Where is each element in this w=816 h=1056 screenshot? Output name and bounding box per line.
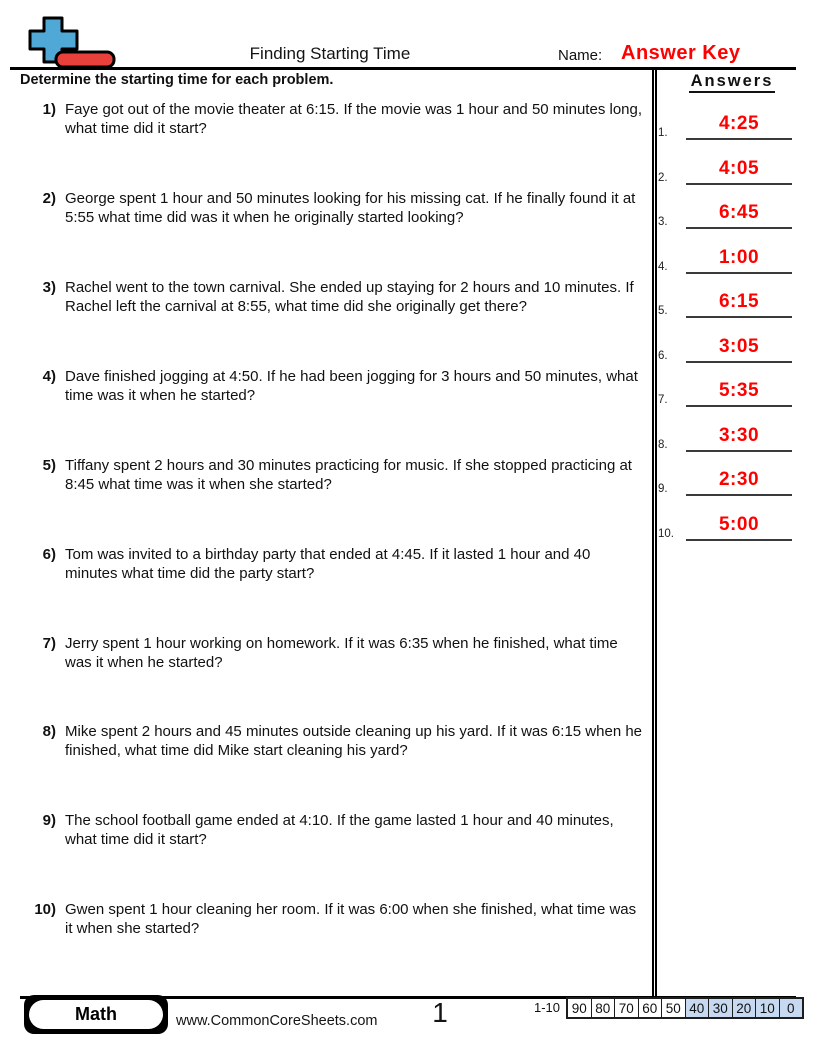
- answer-number: 3.: [658, 216, 668, 228]
- answer-blank-line: [686, 291, 792, 318]
- answer-number: 2.: [658, 172, 668, 184]
- answer-blank-line: [686, 380, 792, 407]
- question-10: [30, 900, 645, 938]
- question-6: [30, 545, 645, 583]
- answer-row-7: [656, 373, 806, 407]
- question-number: 9): [42, 812, 56, 829]
- question-text: Tom was invited to a birthday party that ended at 4:45. If it lasted 1 hour and 40 minutes what time did the party start?: [65, 546, 591, 582]
- answer-row-4: [656, 240, 806, 274]
- question-number: 10): [34, 901, 56, 918]
- answer-number: 10.: [658, 528, 674, 540]
- answer-row-10: [656, 507, 806, 541]
- question-text: Rachel went to the town carnival. She ended up staying for 2 hours and 10 minutes. If Rachel left the carnival at 8:55, what time did she originally get there?: [65, 279, 634, 315]
- score-cell: 50: [661, 999, 685, 1017]
- answer-row-1: [656, 106, 806, 140]
- answer-value: 4:05: [718, 158, 760, 179]
- question-2: [30, 189, 645, 227]
- answer-value: 4:25: [718, 113, 760, 134]
- question-text: Gwen spent 1 hour cleaning her room. If it was 6:00 when she finished, what time was it when she started?: [65, 901, 637, 937]
- question-number: 3): [42, 279, 56, 296]
- score-cell: 60: [638, 999, 662, 1017]
- question-text: Jerry spent 1 hour working on homework. If it was 6:35 when he finished, what time was it when he started?: [65, 635, 618, 671]
- question-text: Faye got out of the movie theater at 6:15. If the movie was 1 hour and 50 minutes long, what time did it start?: [65, 101, 643, 137]
- question-number: 7): [42, 635, 56, 652]
- answer-number: 7.: [658, 394, 668, 406]
- question-1: [30, 100, 645, 138]
- answer-number: 9.: [658, 483, 668, 495]
- score-cell: 70: [614, 999, 638, 1017]
- answer-blank-line: [686, 113, 792, 140]
- answer-blank-line: [686, 469, 792, 496]
- score-cell: 20: [732, 999, 756, 1017]
- question-number: 1): [42, 101, 56, 118]
- subject-badge: [24, 995, 168, 1034]
- answer-row-8: [656, 418, 806, 452]
- instruction-text: Determine the starting time for each problem.: [20, 72, 334, 88]
- score-cell: 10: [755, 999, 779, 1017]
- answer-number: 8.: [658, 439, 668, 451]
- website-url: www.CommonCoreSheets.com: [176, 1013, 378, 1029]
- question-text: Tiffany spent 2 hours and 30 minutes practicing for music. If she stopped practicing at 8:45 what time was it when she started?: [65, 457, 632, 493]
- page-number: 1: [432, 997, 448, 1028]
- question-number: 4): [42, 368, 56, 385]
- answer-number: 4.: [658, 261, 668, 273]
- answer-row-6: [656, 329, 806, 363]
- answer-value: 3:30: [718, 425, 760, 446]
- question-4: [30, 367, 645, 405]
- page-title: Finding Starting Time: [249, 44, 411, 63]
- answers-heading: Answers: [662, 72, 802, 91]
- plus-minus-logo-icon: [28, 16, 120, 72]
- question-text: George spent 1 hour and 50 minutes looking for his missing cat. If he finally found it at 5:55 what time did was it when he originally started looking?: [65, 190, 636, 226]
- answer-key-label: Answer Key: [621, 42, 741, 64]
- answer-number: 1.: [658, 127, 668, 139]
- question-number: 2): [42, 190, 56, 207]
- answer-row-2: [656, 151, 806, 185]
- question-text: The school football game ended at 4:10. If the game lasted 1 hour and 40 minutes, what time did it start?: [65, 812, 614, 848]
- question-text: Dave finished jogging at 4:50. If he had been jogging for 3 hours and 50 minutes, what time was it when he started?: [65, 368, 638, 404]
- question-text: Mike spent 2 hours and 45 minutes outside cleaning up his yard. If it was 6:15 when he finished, what time did Mike start cleaning his yard?: [65, 723, 643, 759]
- answer-value: 2:30: [718, 469, 760, 490]
- answer-row-3: [656, 195, 806, 229]
- question-number: 8): [42, 723, 56, 740]
- question-number: 6): [42, 546, 56, 563]
- header-rule: [10, 67, 796, 70]
- answer-blank-line: [686, 514, 792, 541]
- answer-value: 6:45: [718, 202, 760, 223]
- score-range-label: 1-10: [533, 1000, 560, 1015]
- score-cell: 0: [779, 999, 803, 1017]
- answer-number: 6.: [658, 350, 668, 362]
- answer-blank-line: [686, 425, 792, 452]
- answer-blank-line: [686, 158, 792, 185]
- answer-value: 5:00: [718, 514, 760, 535]
- question-5: [30, 456, 645, 494]
- question-8: [30, 722, 645, 760]
- answer-value: 5:35: [718, 380, 760, 401]
- answer-value: 3:05: [718, 336, 760, 357]
- question-3: [30, 278, 645, 316]
- subject-badge-label: Math: [29, 1000, 163, 1029]
- question-number: 5): [42, 457, 56, 474]
- question-9: [30, 811, 645, 849]
- answer-value: 1:00: [718, 247, 760, 268]
- answer-row-9: [656, 462, 806, 496]
- answer-blank-line: [686, 202, 792, 229]
- score-cell: 80: [591, 999, 615, 1017]
- grading-score-table: [566, 997, 804, 1019]
- answer-blank-line: [686, 336, 792, 363]
- question-7: [30, 634, 645, 672]
- answer-blank-line: [686, 247, 792, 274]
- score-cell: 90: [571, 1000, 587, 1016]
- score-cell: 40: [685, 999, 709, 1017]
- answer-row-5: [656, 284, 806, 318]
- answer-number: 5.: [658, 305, 668, 317]
- answer-value: 6:15: [718, 291, 760, 312]
- score-cell: 30: [708, 999, 732, 1017]
- name-label: Name:: [558, 47, 603, 64]
